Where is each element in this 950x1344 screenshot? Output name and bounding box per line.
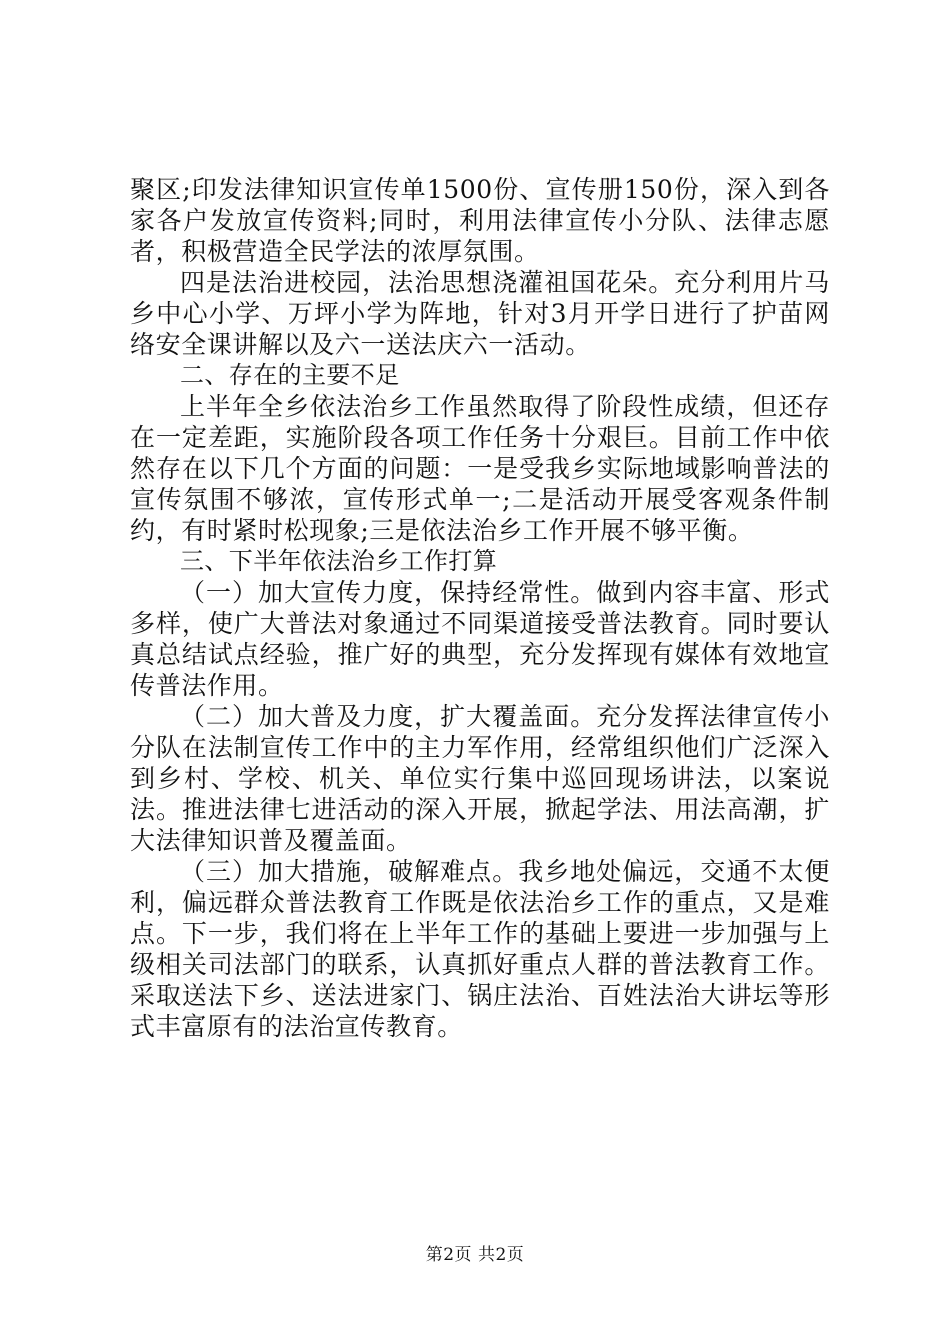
- paragraph-continued: 聚区;印发法律知识宣传单1500份、宣传册150份，深入到各家各户发放宣传资料;同时，利用法律宣传小分队、法律志愿者，积极营造全民学法的浓厚氛围。: [130, 175, 830, 266]
- paragraph-plan-3: （三）加大措施，破解难点。我乡地处偏远，交通不太便利，偏远群众普法教育工作既是依法治乡工作的重点，又是难点。下一步，我们将在上半年工作的基础上要进一步加强与上级相关司法部门的联系，认真抓好重点人群的普法教育工作。采取送法下乡、送法进家门、锅庄法治、百姓法治大讲坛等形式丰富原有的法治宣传教育。: [130, 857, 830, 1041]
- paragraph-shortcomings: 上半年全乡依法治乡工作虽然取得了阶段性成绩，但还存在一定差距，实施阶段各项工作任务十分艰巨。目前工作中依然存在以下几个方面的问题：一是受我乡实际地域影响普法的宣传氛围不够浓，宣传形式单一;二是活动开展受客观条件制约，有时紧时松现象;三是依法治乡工作开展不够平衡。: [130, 392, 830, 545]
- paragraph-plan-2: （二）加大普及力度，扩大覆盖面。充分发挥法律宣传小分队在法制宣传工作中的主力军作用，经常组织他们广泛深入到乡村、学校、机关、单位实行集中巡回现场讲法，以案说法。推进法律七进活动的深入开展，掀起学法、用法高潮，扩大法律知识普及覆盖面。: [130, 702, 830, 855]
- section-heading-plans: 三、下半年依法治乡工作打算: [180, 547, 498, 575]
- section-heading-shortcomings: 二、存在的主要不足: [180, 361, 400, 389]
- document-body: [130, 174, 830, 1042]
- paragraph-school-law: 四是法治进校园，法治思想浇灌祖国花朵。充分利用片马乡中心小学、万坪小学为阵地，针对3月开学日进行了护苗网络安全课讲解以及六一送法庆六一活动。: [130, 268, 830, 359]
- page-footer: 第2页 共2页: [425, 1245, 525, 1265]
- paragraph-plan-1: （一）加大宣传力度，保持经常性。做到内容丰富、形式多样，使广大普法对象通过不同渠道接受普法教育。同时要认真总结试点经验，推广好的典型，充分发挥现有媒体有效地宣传普法作用。: [130, 578, 830, 700]
